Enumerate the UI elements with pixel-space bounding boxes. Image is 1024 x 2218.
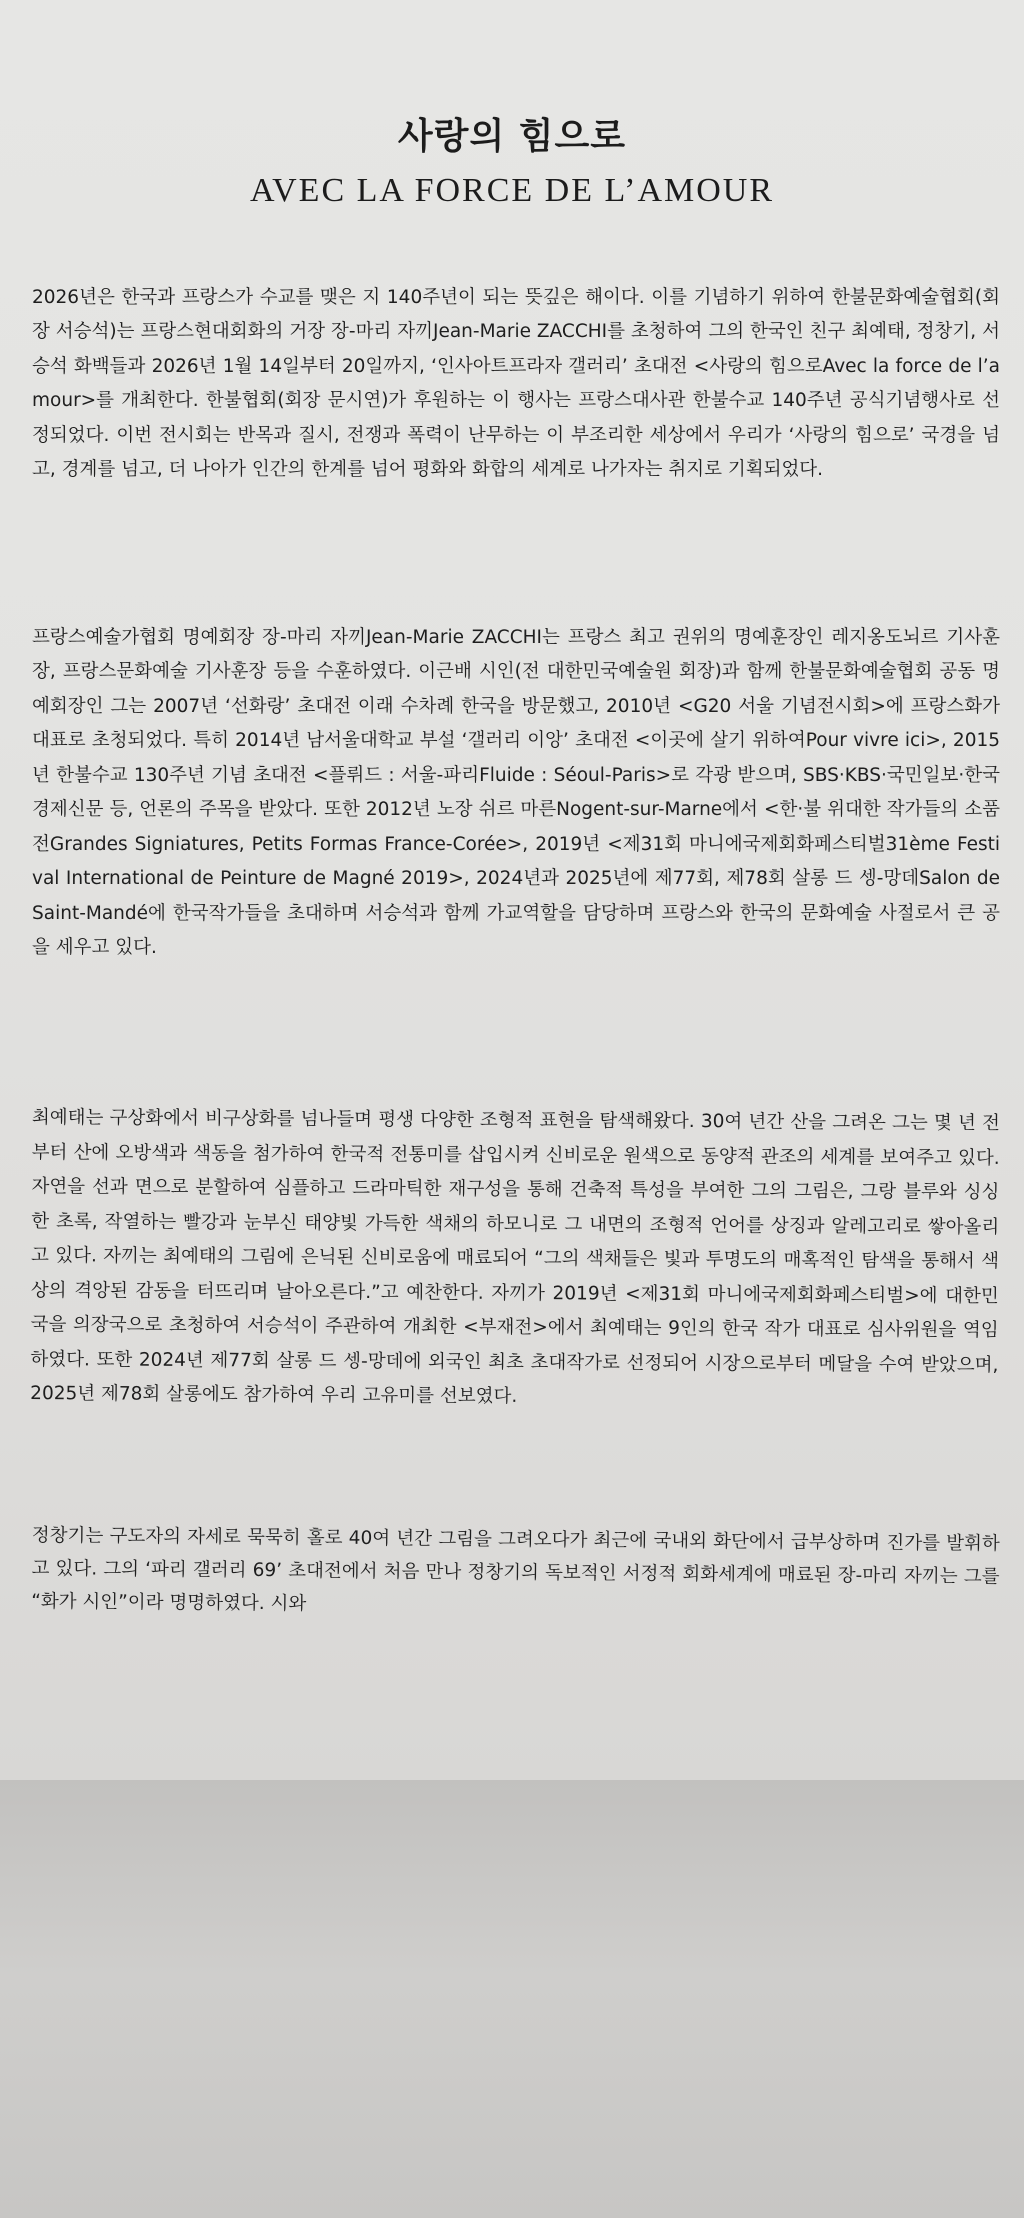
- paragraph-intro: 2026년은 한국과 프랑스가 수교를 맺은 지 140주년이 되는 뜻깊은 해이다. 이를 기념하기 위하여 한불문화예술협회(회장 서승석)는 프랑스현대회화의 거장 장-마리 자끼Jean-Marie ZACCHI를 초청하여 그의 한국인 친구 최예태, 정창기, 서승석 화백들과 2026년 1월 14일부터 20일까지, ‘인사아트프라자 갤러리’ 초대전 <사랑의 힘으로Avec la force de l’amour>를 개최한다. 한불협회(회장 문시연)가 후원하는 이 행사는 프랑스대사관 한불수교 140주년 공식기념행사로 선정되었다. 이번 전시회는 반목과 질시, 전쟁과 폭력이 난무하는 이 부조리한 세상에서 우리가 ‘사랑의 힘으로’ 국경을 넘고, 경계를 넘고, 더 나아가 인간의 한계를 넘어 평화와 화합의 세계로 나가자는 취지로 기획되었다.: [32, 286, 1000, 480]
- gallery-wall: [0, 1780, 1024, 2218]
- title-korean: 사랑의 힘으로: [397, 116, 627, 157]
- paragraph-jeong: 정창기는 구도자의 자세로 묵묵히 홀로 40여 년간 그림을 그려오다가 최근에 국내외 화단에서 급부상하며 진가를 발휘하고 있다. 그의 ‘파리 갤러리 69’ 초대전에서 처음 만나 정창기의 독보적인 서정적 회화세계에 매료된 장-마리 자끼는 그를 “화가 시인”이라 명명하였다. 시와: [31, 1524, 1000, 1614]
- paragraph-zacchi: 프랑스예술가협회 명예회장 장-마리 자끼Jean-Marie ZACCHI는 프랑스 최고 권위의 명예훈장인 레지옹도뇌르 기사훈장, 프랑스문화예술 기사훈장 등을 수훈하였다. 이근배 시인(전 대한민국예술원 회장)과 함께 한불문화예술협회 공동 명예회장인 그는 2007년 ‘선화랑’ 초대전 이래 수차례 한국을 방문했고, 2010년 <G20 서울 기념전시회>에 프랑스화가 대표로 초청되었다. 특히 2014년 남서울대학교 부설 ‘갤러리 이앙’ 초대전 <이곳에 살기 위하여Pour vivre ici>, 2015년 한불수교 130주년 기념 초대전 <플뤼드 : 서울-파리Fluide : Séoul-Paris>로 각광 받으며, SBS·KBS·국민일보·한국경제신문 등, 언론의 주목을 받았다. 또한 2012년 노장 쉬르 마른Nogent-sur-Marne에서 <한·불 위대한 작가들의 소품전Grandes Signiatures, Petits Formas France-Corée>, 2019년 <제31회 마니에국제회화페스티벌31ème Festival International de Peinture de Magné 2019>, 2024년과 2025년에 제77회, 제78회 살롱 드 셍-망데Salon de Saint-Mandé에 한국작가들을 초대하며 서승석과 함께 가교역할을 담당하며 프랑스와 한국의 문화예술 사절로서 큰 공을 세우고 있다.: [32, 626, 1000, 958]
- paragraph-choi: 최예태는 구상화에서 비구상화를 넘나들며 평생 다양한 조형적 표현을 탐색해왔다. 30여 년간 산을 그려온 그는 몇 년 전부터 산에 오방색과 색동을 첨가하여 한국적 전통미를 삽입시켜 신비로운 원색으로 동양적 관조의 세계를 보여주고 있다. 자연을 선과 면으로 분할하여 심플하고 드라마틱한 재구성을 통해 건축적 특성을 부여한 그의 그림은, 그랑 블루와 싱싱한 초록, 작열하는 빨강과 눈부신 태양빛 가득한 색채의 하모니로 그 내면의 조형적 언어를 상징과 알레고리로 쌓아올리고 있다. 자끼는 최예태의 그림에 은닉된 신비로움에 매료되어 “그의 색채들은 빛과 투명도의 매혹적인 탐색을 통해서 색상의 격앙된 감동을 터뜨리며 날아오른다.”고 예찬한다. 자끼가 2019년 <제31회 마니에국제회화페스티벌>에 대한민국을 의장국으로 초청하여 서승석이 주관하여 개최한 <부재전>에서 최예태는 9인의 한국 작가 대표로 심사위원을 역임하였다. 또한 2024년 제77회 살롱 드 셍-망데에 외국인 최초 초대작가로 선정되어 시장으로부터 메달을 수여 받았으며, 2025년 제78회 살롱에도 참가하여 우리 고유미를 선보였다.: [30, 1106, 1000, 1407]
- title-french: AVEC LA FORCE DE L’AMOUR: [249, 172, 775, 209]
